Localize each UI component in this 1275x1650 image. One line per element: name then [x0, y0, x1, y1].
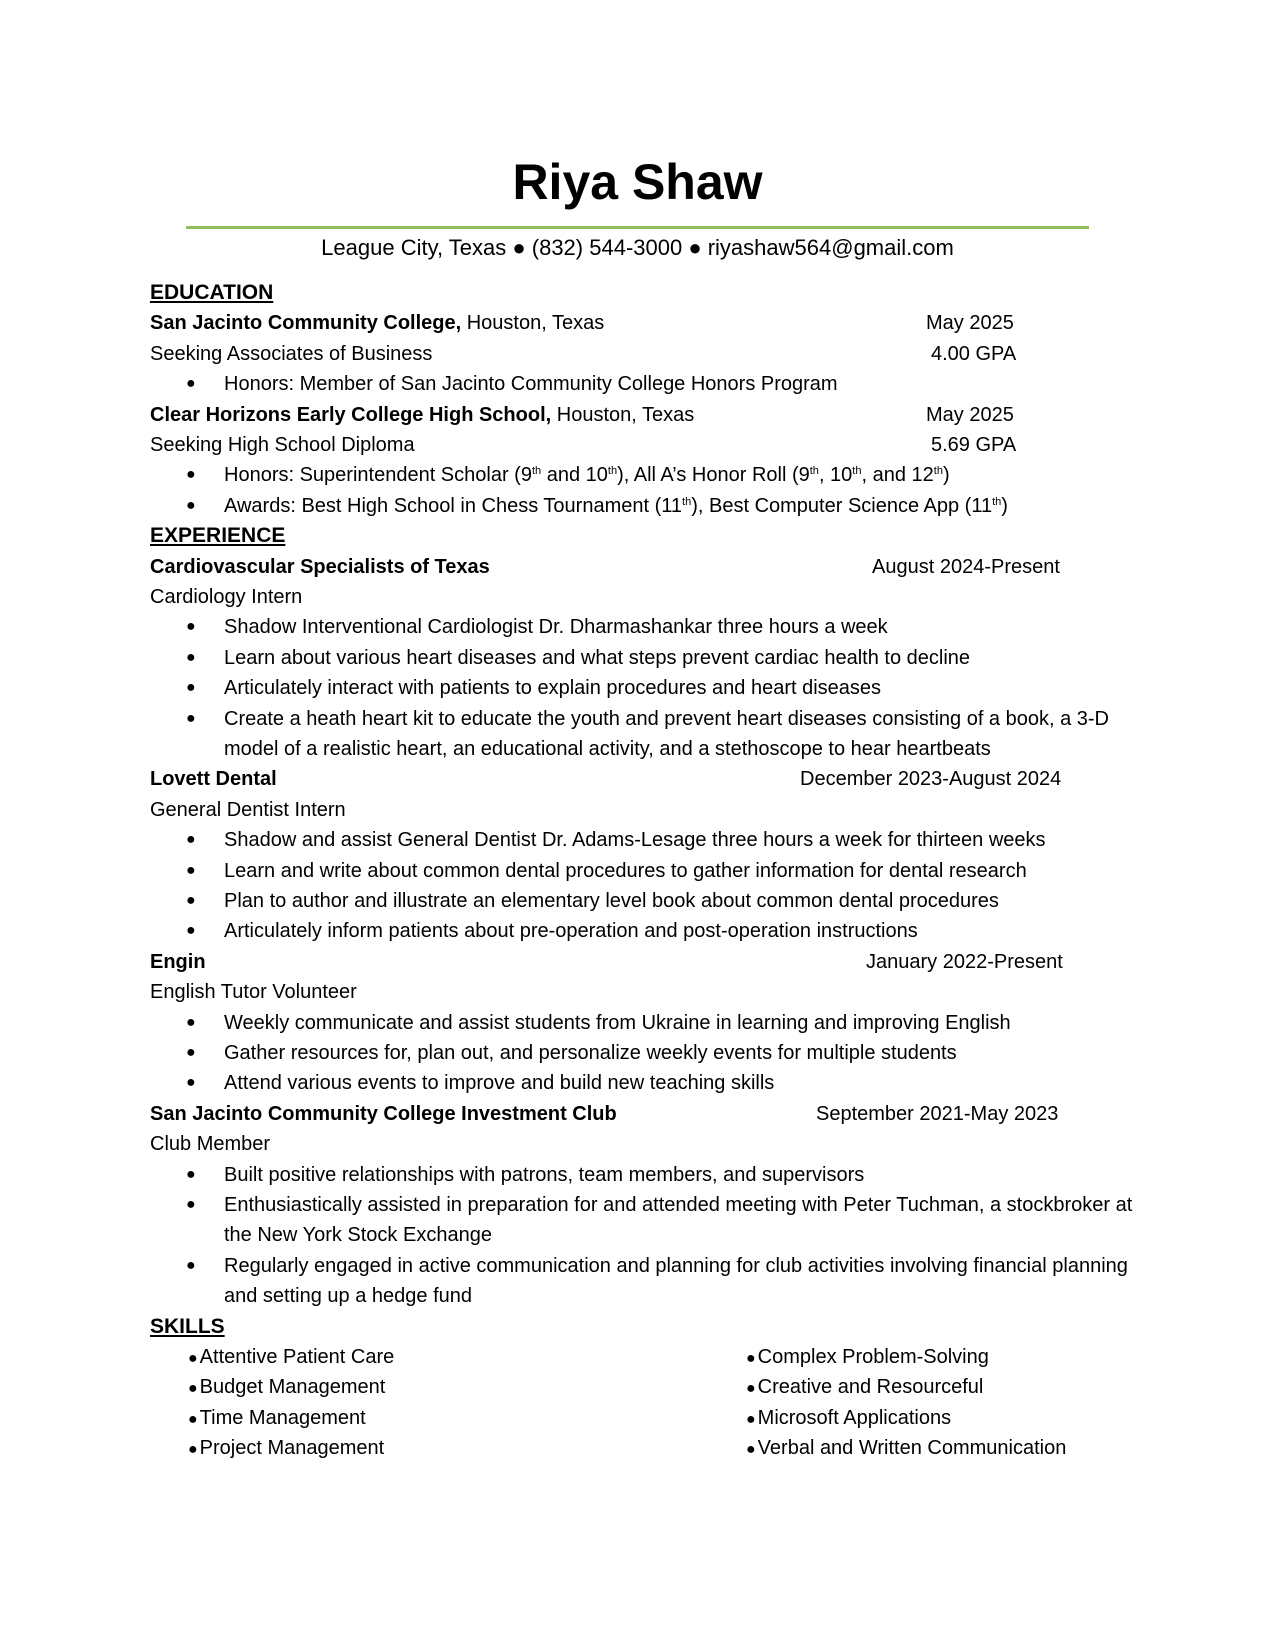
contact-line: League City, Texas ● (832) 544-3000 ● riyashaw564@gmail.com [321, 235, 954, 260]
job-organization: San Jacinto Community College Investment Club [150, 1102, 617, 1125]
job-bullet: ● Articulately inform patients about pre-operation and post-operation instructions [150, 916, 1140, 946]
school-name: San Jacinto Community College, [150, 312, 462, 335]
job-bullet: ● Built positive relationships with patrons, team members, and supervisors [150, 1160, 1140, 1190]
candidate-name: Riya Shaw [512, 154, 763, 210]
skill-item: ● Project Management [188, 1437, 385, 1460]
education-entry-2-header [150, 400, 1140, 430]
job-organization: Lovett Dental [150, 768, 277, 791]
school-location: Houston, Texas [551, 403, 695, 426]
education-honor-item: ● Honors: Member of San Jacinto Community College Honors Program [150, 369, 1140, 399]
job-bullet: ● Shadow and assist General Dentist Dr. Adams-Lesage three hours a week for thirteen weeks [150, 825, 1140, 855]
bullet-icon: ● [186, 618, 196, 636]
header-divider [186, 226, 1089, 229]
education-entry-1-degree-row [150, 339, 1140, 369]
bullet-icon: ● [186, 1043, 196, 1061]
education-award-item: ● Awards: Best High School in Chess Tournament (11th), Best Computer Science App (11th) [150, 491, 1140, 521]
job-date: December 2023-August 2024 [800, 768, 1062, 791]
job-role: English Tutor Volunteer [150, 981, 357, 1004]
bullet-icon: ● [186, 891, 196, 909]
job-header [150, 947, 1140, 977]
job-date: August 2024-Present [872, 555, 1060, 578]
job-organization: Engin [150, 950, 206, 973]
education-honor-item: ● Honors: Superintendent Scholar (9th and 10th), All A’s Honor Roll (9th, 10th, and 12th) [150, 460, 1140, 490]
job-bullet: ● Gather resources for, plan out, and personalize weekly events for multiple students [150, 1038, 1140, 1068]
education-date: May 2025 [926, 403, 1014, 426]
skill-item: ● Creative and Resourceful [746, 1376, 984, 1399]
skills-right-column [746, 1342, 1066, 1464]
skill-item: ● Microsoft Applications [746, 1406, 952, 1429]
resume-body [150, 278, 1140, 1464]
job-header [150, 1099, 1140, 1129]
skill-item: ● Time Management [188, 1406, 366, 1429]
bullet-icon: ● [186, 709, 196, 727]
bullet-icon: ● [186, 1256, 196, 1274]
bullet-icon: ● [186, 679, 196, 697]
education-heading: EDUCATION [150, 281, 274, 304]
job-role: General Dentist Intern [150, 798, 346, 821]
job-bullet: ● Enthusiastically assisted in preparation for and attended meeting with Peter Tuchman, a stockbroker at the New York Stock Exchange [150, 1190, 1140, 1251]
job-bullet: ● Learn about various heart diseases and what steps prevent cardiac health to decline [150, 643, 1140, 673]
job-date: September 2021-May 2023 [816, 1102, 1059, 1125]
degree: Seeking High School Diploma [150, 433, 415, 456]
experience-heading: EXPERIENCE [150, 524, 286, 548]
job-bullet: ● Attend various events to improve and build new teaching skills [150, 1068, 1140, 1098]
bullet-icon: ● [186, 922, 196, 940]
bullet-icon: ● [186, 466, 196, 484]
education-date: May 2025 [926, 312, 1014, 335]
bullet-icon: ● [186, 1013, 196, 1031]
job-bullet: ● Regularly engaged in active communication and planning for club activities involving financial planning and setting up a hedge fund [150, 1251, 1140, 1312]
job-header [150, 764, 1140, 794]
job-bullet: ● Learn and write about common dental procedures to gather information for dental research [150, 856, 1140, 886]
bullet-icon: ● [186, 1195, 196, 1213]
skill-item: ● Verbal and Written Communication [746, 1437, 1067, 1460]
job-role: Cardiology Intern [150, 585, 303, 608]
job-bullet: ● Articulately interact with patients to explain procedures and heart diseases [150, 673, 1140, 703]
job-role: Club Member [150, 1133, 271, 1156]
skills-heading: SKILLS [150, 1314, 225, 1338]
bullet-icon: ● [186, 375, 196, 393]
gpa: 4.00 GPA [931, 342, 1017, 365]
education-entry-1-header [150, 308, 1140, 338]
bullet-icon: ● [186, 1165, 196, 1183]
degree: Seeking Associates of Business [150, 342, 433, 365]
school-location: Houston, Texas [461, 312, 605, 335]
bullet-icon: ● [186, 861, 196, 879]
job-bullet: ● Weekly communicate and assist students from Ukraine in learning and improving English [150, 1008, 1140, 1038]
skills-grid [150, 1342, 1140, 1464]
skill-item: ● Complex Problem-Solving [746, 1345, 989, 1368]
gpa: 5.69 GPA [931, 433, 1017, 456]
job-header [150, 552, 1140, 582]
job-date: January 2022-Present [866, 950, 1063, 973]
bullet-icon: ● [186, 1074, 196, 1092]
bullet-icon: ● [186, 496, 196, 514]
bullet-icon: ● [186, 831, 196, 849]
skill-item: ● Attentive Patient Care [188, 1345, 395, 1368]
job-bullet: ● Shadow Interventional Cardiologist Dr. Dharmashankar three hours a week [150, 612, 1140, 642]
skill-item: ● Budget Management [188, 1376, 386, 1399]
job-bullet: ● Create a heath heart kit to educate the youth and prevent heart diseases consisting of a book, a 3-D model of a realistic heart, an educational activity, and a stethoscope to hear heartbeats [150, 704, 1140, 765]
skills-left-column [188, 1342, 394, 1464]
job-bullet: ● Plan to author and illustrate an elementary level book about common dental procedures [150, 886, 1140, 916]
education-entry-2-degree-row [150, 430, 1140, 460]
bullet-icon: ● [186, 648, 196, 666]
job-organization: Cardiovascular Specialists of Texas [150, 555, 490, 578]
school-name: Clear Horizons Early College High School, [150, 403, 552, 426]
